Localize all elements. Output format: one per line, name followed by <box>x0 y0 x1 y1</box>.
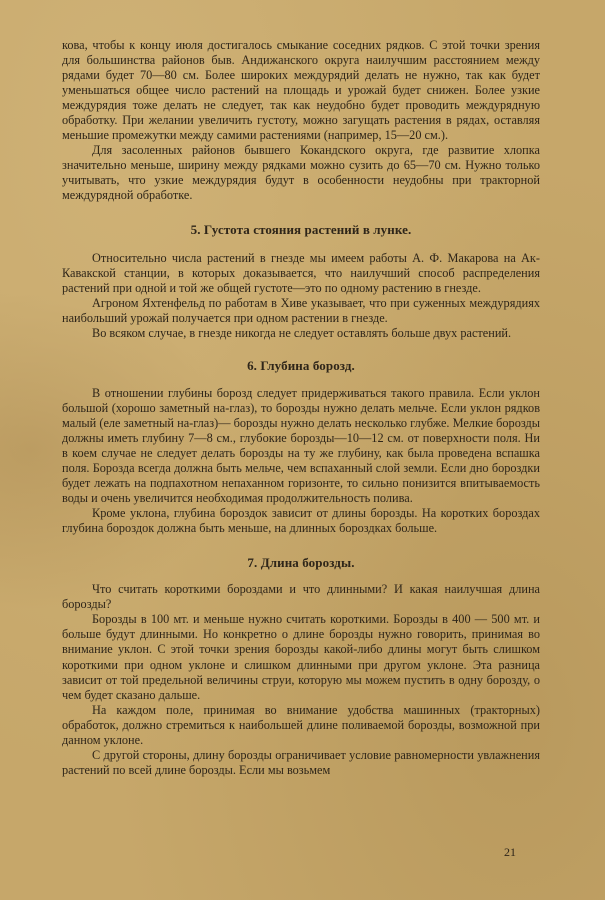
section-7-paragraph-3: На каждом поле, принимая во внимание удобства машинных (тракторных) обработок, должно стремиться к наибольшей длине поливаемой борозды, возможной при данном уклоне. <box>62 702 540 747</box>
section-5-paragraph-1: Относительно числа растений в гнезде мы имеем работы А. Ф. Макарова на Ак-Кавакской станции, в которых доказывается, что наилучший способ распределения растений при одной и той же общей густоте—это по одному растению в гнезде. <box>62 250 540 295</box>
section-7-heading: 7. Длина борозды. <box>247 555 355 571</box>
section-6-paragraph-2: Кроме уклона, глубина бороздок зависит от длины борозды. На коротких бороздах глубина бороздок должна быть меньше, на длинных бороздках больше. <box>62 506 540 536</box>
section-6-paragraph-1: В отношении глубины борозд следует придерживаться такого правила. Если уклон большой (хорошо заметный на-глаз), то борозды нужно делать мельче. Если уклон рядков малый (еле заметный на-глаз)— борозды нужно делать несколько глубже. Мелкие борозды должны иметь глубину 7—8 см., глубокие борозды—10—12 см. от поверхности поля. Ни в коем случае не следует делать борозды на ту же глубину, как была проведена вспашка поля. Борозда всегда должна быть мельче, чем вспаханный слой земли. Если дно бороздки будет лежать на подпахотном непаханном горизонте, то сильно понизится впитываемость воды и очень увеличится необходимая продолжительность полива. <box>62 385 540 506</box>
intro-paragraph-1: кова, чтобы к концу июля достигалось смыкание соседних рядков. С этой точки зрения для большинства районов быв. Андижанского округа наилучшим расстоянием между рядами будет 70—80 см. Более широких междурядий делать не нужно, так как будет уменьшаться общее число растений на площадь и урожай будет снижен. Более узкие междурядия тоже делать не следует, так как неудобно будет проводить междурядную обработку. При желании увеличить густоту, можно загущать растения в рядах, оставляя меньшие промежутки между самими растениями (например, 15—20 см.). <box>62 38 540 143</box>
section-7-paragraph-2: Борозды в 100 мт. и меньше нужно считать короткими. Борозды в 400 — 500 мт. и больше будут длинными. Но конкретно о длине борозды нужно говорить, принимая во внимание уклон. С этой точки зрения борозды какой-либо длины могут быть слишком короткими при одном уклоне и слишком длинными при другом уклоне. Эта разница зависит от той предельной величины струи, которую мы можем пустить в одну борозду, о чем будет сказано дальше. <box>62 612 540 702</box>
page-body <box>62 38 540 778</box>
section-5-paragraph-3: Во всяком случае, в гнезде никогда не следует оставлять больше двух растений. <box>92 325 512 340</box>
page-number: 21 <box>504 845 516 859</box>
section-7-paragraph-4: С другой стороны, длину борозды ограничивает условие равномерности увлажнения растений по всей длине борозды. Если мы возьмем <box>62 747 540 777</box>
section-6-heading: 6. Глубина борозд. <box>247 357 355 373</box>
section-5-heading: 5. Густота стояния растений в лунке. <box>190 221 412 237</box>
intro-paragraph-2: Для засоленных районов бывшего Кокандского округа, где развитие хлопка значительно меньше, ширину между рядками можно сузить до 65—70 см. Нужно только учитывать, что узкие междурядия будут в особенности неудобны при тракторной междурядной обработке. <box>62 143 540 203</box>
section-5-paragraph-2: Агроном Яхтенфельд по работам в Хиве указывает, что при суженных междурядиях наибольший урожай получается при одном растении в гнезде. <box>62 295 540 325</box>
section-7-paragraph-1: Что считать короткими бороздами и что длинными? И какая наилучшая длина борозды? <box>62 582 540 612</box>
